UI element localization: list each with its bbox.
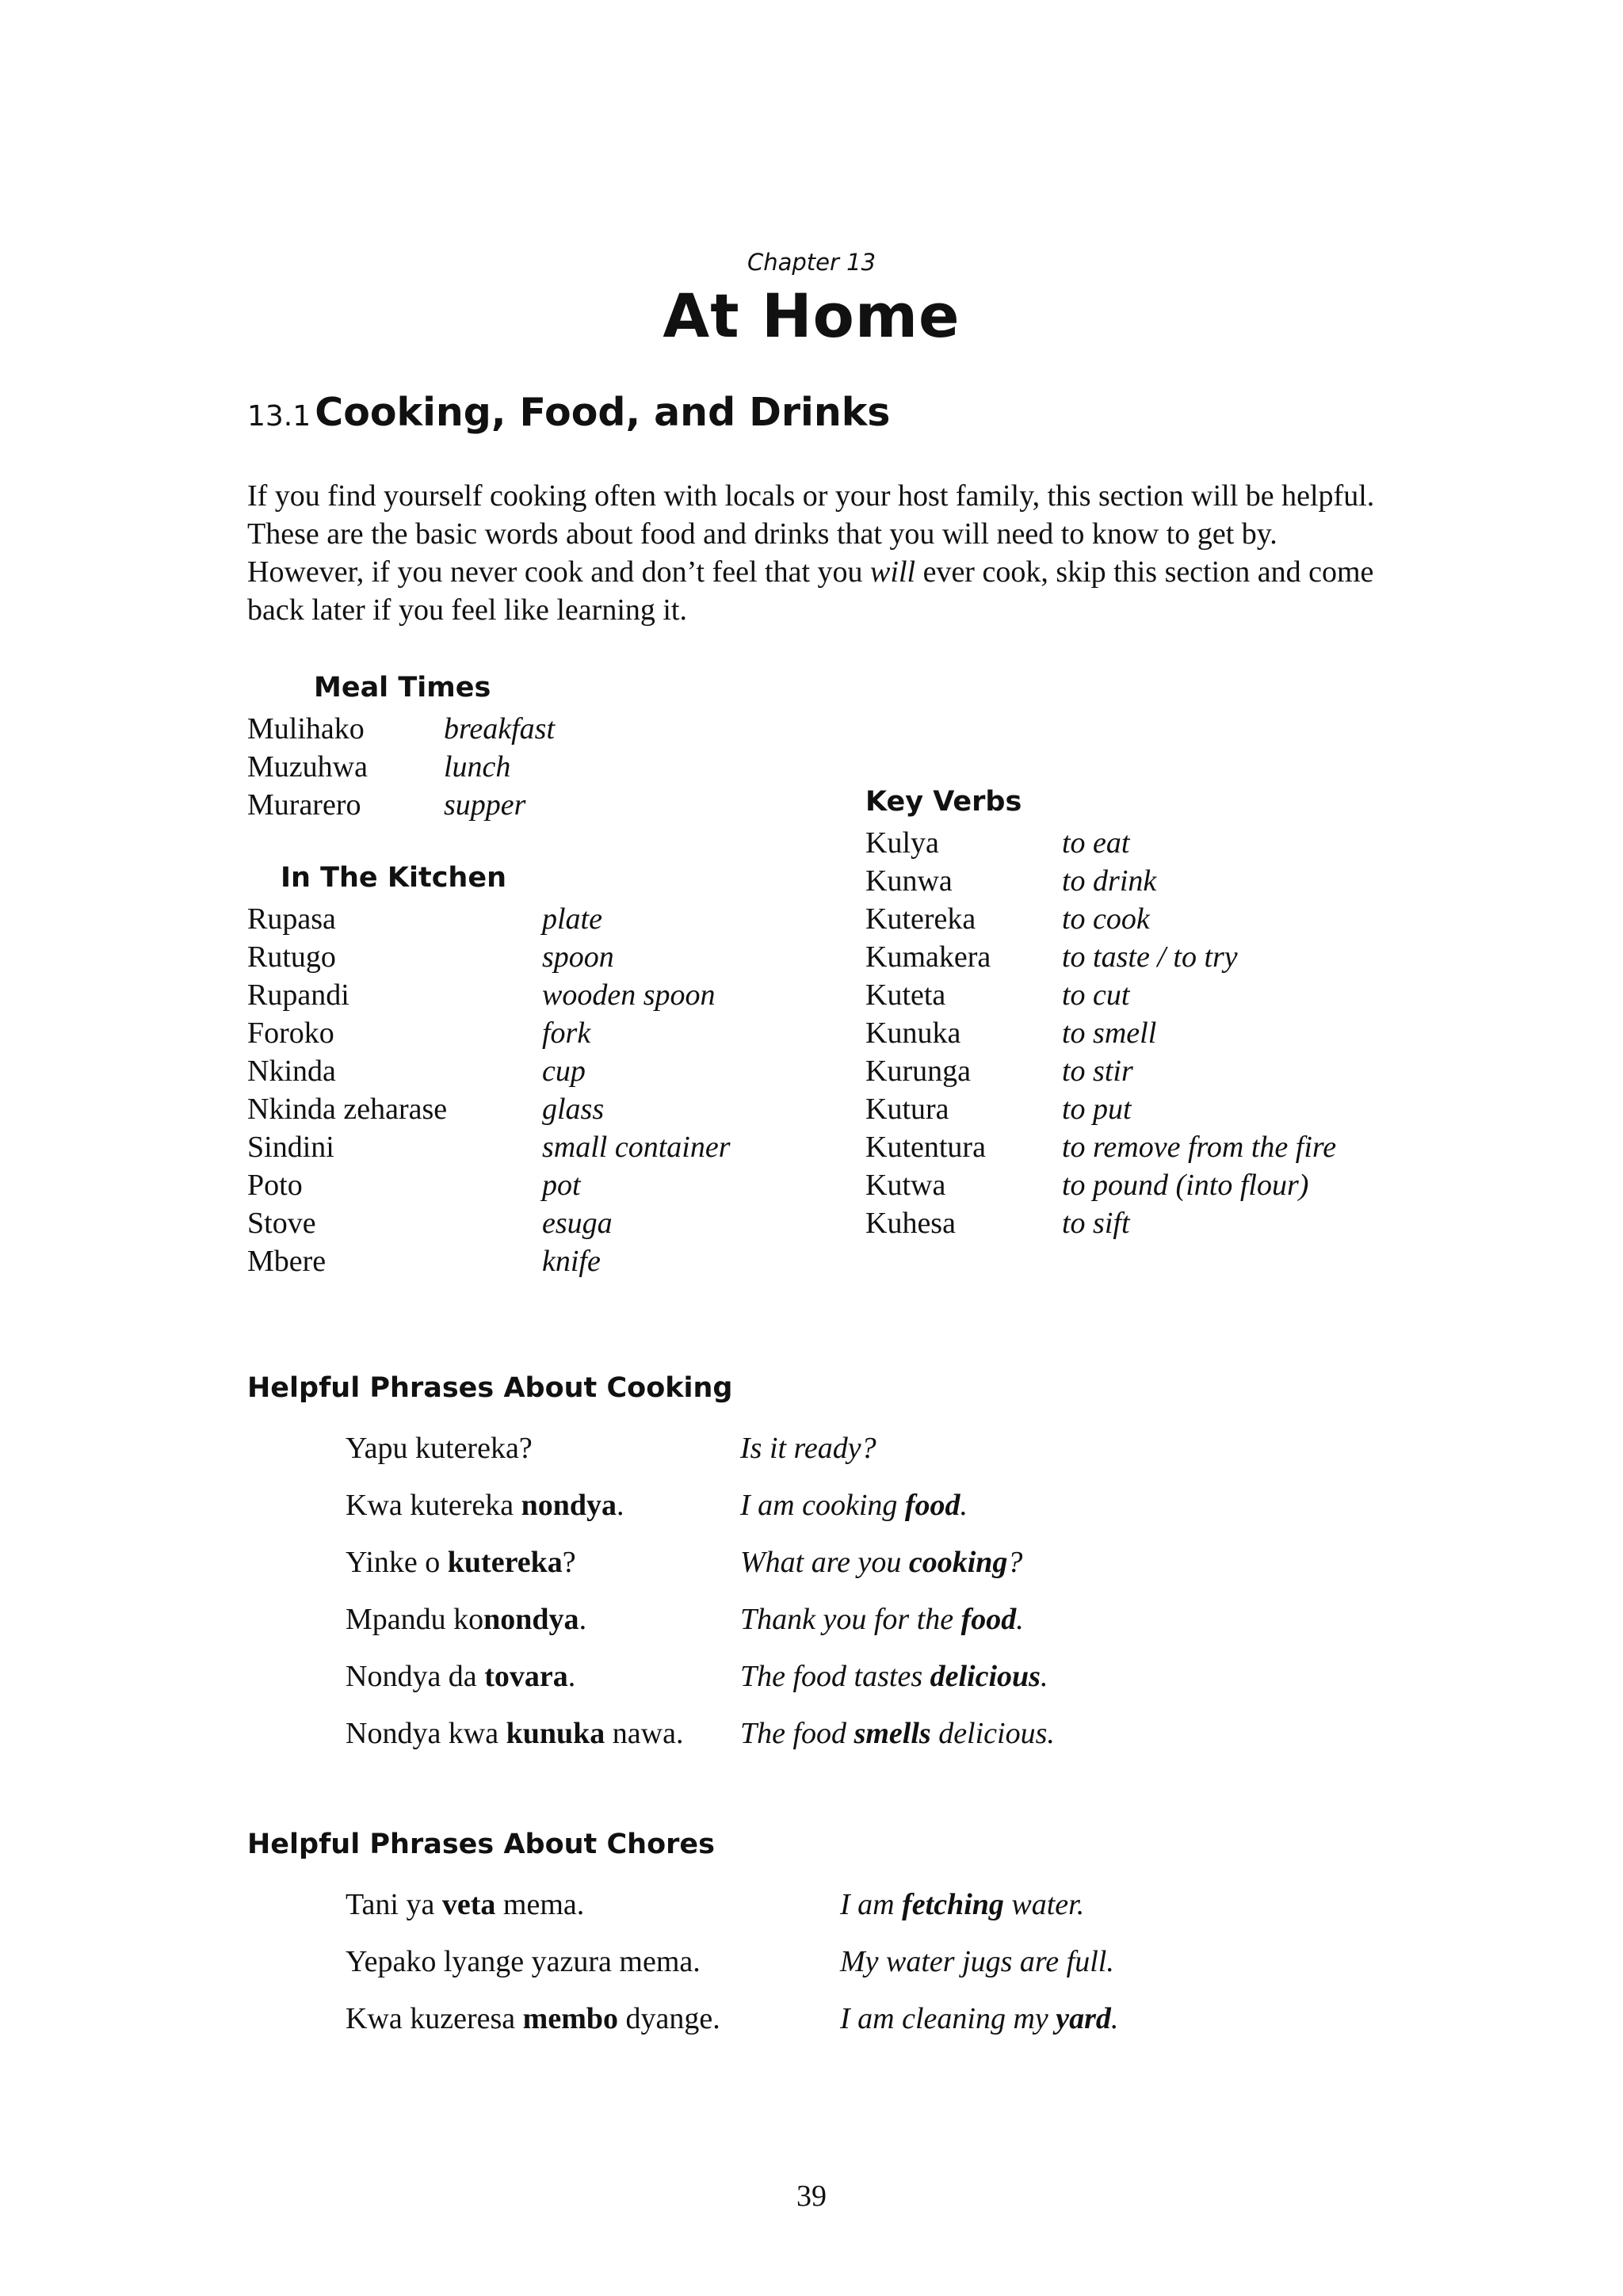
term: Kuteta: [865, 978, 946, 1012]
phrase-source: [346, 1488, 740, 1523]
phrase-translation: [840, 1887, 1084, 1922]
cooking-phrases-heading: Helpful Phrases About Cooking: [247, 1372, 733, 1404]
phrase-keyword: kunuka: [506, 1717, 605, 1750]
page-number: 39: [796, 2180, 827, 2213]
kitchen-heading: In The Kitchen: [281, 862, 507, 894]
translation-text: I am: [840, 1888, 903, 1921]
list-item: [247, 1090, 730, 1128]
phrase-keyword: tovara: [484, 1660, 568, 1693]
phrase-text: Tani ya: [346, 1888, 442, 1921]
phrase-text: Yapu kutereka?: [346, 1432, 533, 1465]
translation-text: delicious.: [930, 1717, 1055, 1750]
term: Nkinda zeharase: [247, 1093, 448, 1126]
term: Poto: [247, 1169, 303, 1202]
term: Nkinda: [247, 1055, 336, 1088]
translation-text: I am cleaning my: [840, 2002, 1056, 2035]
gloss: to drink: [1062, 864, 1157, 898]
list-item: [346, 1887, 1118, 1944]
chapter-label: Chapter 13: [747, 249, 876, 276]
list-item: [247, 1052, 730, 1090]
phrase-translation: [740, 1545, 1022, 1580]
list-item: [247, 1014, 730, 1052]
gloss: to smell: [1062, 1016, 1157, 1050]
translation-keyword: fetching: [902, 1888, 1004, 1921]
translation-text: My water jugs are full.: [840, 1945, 1114, 1978]
list-item: [865, 862, 1336, 900]
term: Rupasa: [247, 902, 336, 936]
phrase-source: [346, 1944, 840, 1979]
list-item: [865, 900, 1336, 938]
translation-keyword: food: [904, 1489, 960, 1522]
gloss: to sift: [1062, 1207, 1130, 1240]
phrase-source: [346, 1431, 740, 1466]
phrase-text: .: [579, 1603, 587, 1636]
translation-text: .: [1110, 2002, 1119, 2035]
chores-phrases-list: [346, 1887, 1118, 2058]
phrase-translation: [740, 1659, 1048, 1694]
list-item: [247, 1204, 730, 1242]
phrase-text: Kwa kuzeresa: [346, 2002, 523, 2035]
cooking-phrases-list: [346, 1431, 1055, 1773]
translation-keyword: yard: [1056, 2002, 1111, 2035]
key-verbs-list: [865, 824, 1336, 1242]
term: Kutereka: [865, 902, 976, 936]
gloss: to put: [1062, 1093, 1132, 1126]
translation-text: The food: [740, 1717, 854, 1750]
term: Rutugo: [247, 940, 336, 974]
gloss: to cut: [1062, 978, 1130, 1012]
gloss: lunch: [444, 750, 511, 784]
phrase-keyword: veta: [441, 1888, 496, 1921]
gloss: fork: [542, 1016, 591, 1050]
translation-keyword: cooking: [908, 1546, 1008, 1579]
phrase-source: [346, 1545, 740, 1580]
list-item: [346, 2001, 1118, 2058]
phrase-text: Yinke o: [346, 1546, 448, 1579]
phrase-translation: [740, 1602, 1024, 1637]
translation-keyword: smells: [854, 1717, 931, 1750]
term: Kunwa: [865, 864, 953, 898]
gloss: plate: [542, 902, 602, 936]
phrase-text: Nondya kwa: [346, 1717, 506, 1750]
list-item: [346, 1431, 1055, 1488]
phrase-keyword: nondya: [521, 1489, 617, 1522]
list-item: [865, 1014, 1336, 1052]
gloss: cup: [542, 1055, 586, 1088]
phrase-text: ?: [562, 1546, 576, 1579]
translation-text: water.: [1003, 1888, 1085, 1921]
list-item: [247, 710, 555, 748]
term: Rupandi: [247, 978, 349, 1012]
gloss: pot: [542, 1169, 581, 1202]
list-item: [346, 1716, 1055, 1773]
list-item: [865, 1128, 1336, 1166]
term: Kunuka: [865, 1016, 961, 1050]
phrase-text: Kwa kutereka: [346, 1489, 521, 1522]
list-item: [346, 1602, 1055, 1659]
intro-text-2: ever cook, skip this section and come back later if you feel like learning it.: [247, 555, 1374, 627]
term: Mulihako: [247, 712, 365, 746]
phrase-source: [346, 1602, 740, 1637]
phrase-source: [346, 2001, 840, 2036]
list-item: [346, 1659, 1055, 1716]
term: Kumakera: [865, 940, 991, 974]
term: Stove: [247, 1207, 316, 1240]
list-item: [865, 976, 1336, 1014]
gloss: small container: [542, 1131, 731, 1164]
gloss: breakfast: [444, 712, 556, 746]
phrase-text: .: [567, 1660, 576, 1693]
term: Sindini: [247, 1131, 334, 1164]
section-title: Cooking, Food, and Drinks: [315, 390, 891, 435]
list-item: [346, 1488, 1055, 1545]
key-verbs-heading: Key Verbs: [865, 786, 1022, 818]
list-item: [865, 1090, 1336, 1128]
list-item: [346, 1944, 1118, 2001]
meal-times-list: [247, 710, 555, 824]
list-item: [247, 976, 730, 1014]
phrase-text: mema.: [495, 1888, 585, 1921]
list-item: [247, 1242, 730, 1280]
phrase-text: Mpandu ko: [346, 1603, 484, 1636]
term: Kurunga: [865, 1055, 971, 1088]
translation-text: .: [960, 1489, 968, 1522]
translation-keyword: delicious: [930, 1660, 1041, 1693]
phrase-keyword: membo: [522, 2002, 618, 2035]
term: Foroko: [247, 1016, 334, 1050]
gloss: knife: [542, 1245, 601, 1278]
translation-keyword: food: [960, 1603, 1017, 1636]
list-item: [247, 938, 730, 976]
phrase-text: dyange.: [617, 2002, 720, 2035]
phrase-translation: [740, 1488, 968, 1523]
meal-times-heading: Meal Times: [314, 672, 491, 704]
translation-text: Thank you for the: [740, 1603, 961, 1636]
gloss: to pound (into flour): [1062, 1169, 1309, 1202]
translation-text: ?: [1007, 1546, 1023, 1579]
term: Kutura: [865, 1093, 949, 1126]
translation-text: .: [1040, 1660, 1048, 1693]
list-item: [247, 748, 555, 786]
phrase-translation: [840, 2001, 1118, 2036]
kitchen-list: [247, 900, 730, 1280]
phrase-translation: [840, 1944, 1114, 1979]
gloss: to remove from the fire: [1062, 1131, 1337, 1164]
list-item: [247, 1166, 730, 1204]
list-item: [865, 1052, 1336, 1090]
gloss: to cook: [1062, 902, 1150, 936]
phrase-source: [346, 1887, 840, 1922]
gloss: to taste / to try: [1062, 940, 1238, 974]
list-item: [865, 1204, 1336, 1242]
section-number: 13.1: [247, 400, 311, 433]
intro-paragraph: [247, 477, 1388, 629]
gloss: wooden spoon: [542, 978, 716, 1012]
term: Mbere: [247, 1245, 327, 1278]
gloss: supper: [444, 788, 526, 822]
term: Kulya: [865, 826, 939, 860]
intro-emphasis: will: [870, 555, 916, 589]
chapter-title: At Home: [663, 280, 960, 351]
chores-phrases-heading: Helpful Phrases About Chores: [247, 1829, 715, 1860]
gloss: glass: [542, 1093, 605, 1126]
gloss: to eat: [1062, 826, 1130, 860]
intro-text-1: If you find yourself cooking often with locals or your host family, this section will be helpful. These are the basic words about food and drinks that you will need to know to get by. However, if you never cook and don’t feel that you: [247, 479, 1375, 589]
translation-text: What are you: [740, 1546, 909, 1579]
section-heading: [247, 390, 890, 435]
phrase-translation: [740, 1431, 876, 1466]
phrase-source: [346, 1716, 740, 1751]
phrase-text: .: [616, 1489, 624, 1522]
term: Muzuhwa: [247, 750, 368, 784]
phrase-text: nawa.: [605, 1717, 684, 1750]
phrase-keyword: nondya: [483, 1603, 579, 1636]
phrase-text: Nondya da: [346, 1660, 485, 1693]
gloss: esuga: [542, 1207, 613, 1240]
translation-text: The food tastes: [740, 1660, 930, 1693]
translation-text: I am cooking: [740, 1489, 905, 1522]
gloss: spoon: [542, 940, 614, 974]
list-item: [247, 1128, 730, 1166]
term: Murarero: [247, 788, 361, 822]
phrase-text: Yepako lyange yazura mema.: [346, 1945, 701, 1978]
list-item: [865, 824, 1336, 862]
list-item: [247, 786, 555, 824]
translation-text: Is it ready?: [740, 1432, 876, 1465]
term: Kutwa: [865, 1169, 946, 1202]
term: Kuhesa: [865, 1207, 956, 1240]
phrase-translation: [740, 1716, 1055, 1751]
list-item: [865, 1166, 1336, 1204]
phrase-source: [346, 1659, 740, 1694]
list-item: [865, 938, 1336, 976]
list-item: [346, 1545, 1055, 1602]
list-item: [247, 900, 730, 938]
translation-text: .: [1016, 1603, 1024, 1636]
gloss: to stir: [1062, 1055, 1133, 1088]
term: Kutentura: [865, 1131, 986, 1164]
phrase-keyword: kutereka: [447, 1546, 563, 1579]
